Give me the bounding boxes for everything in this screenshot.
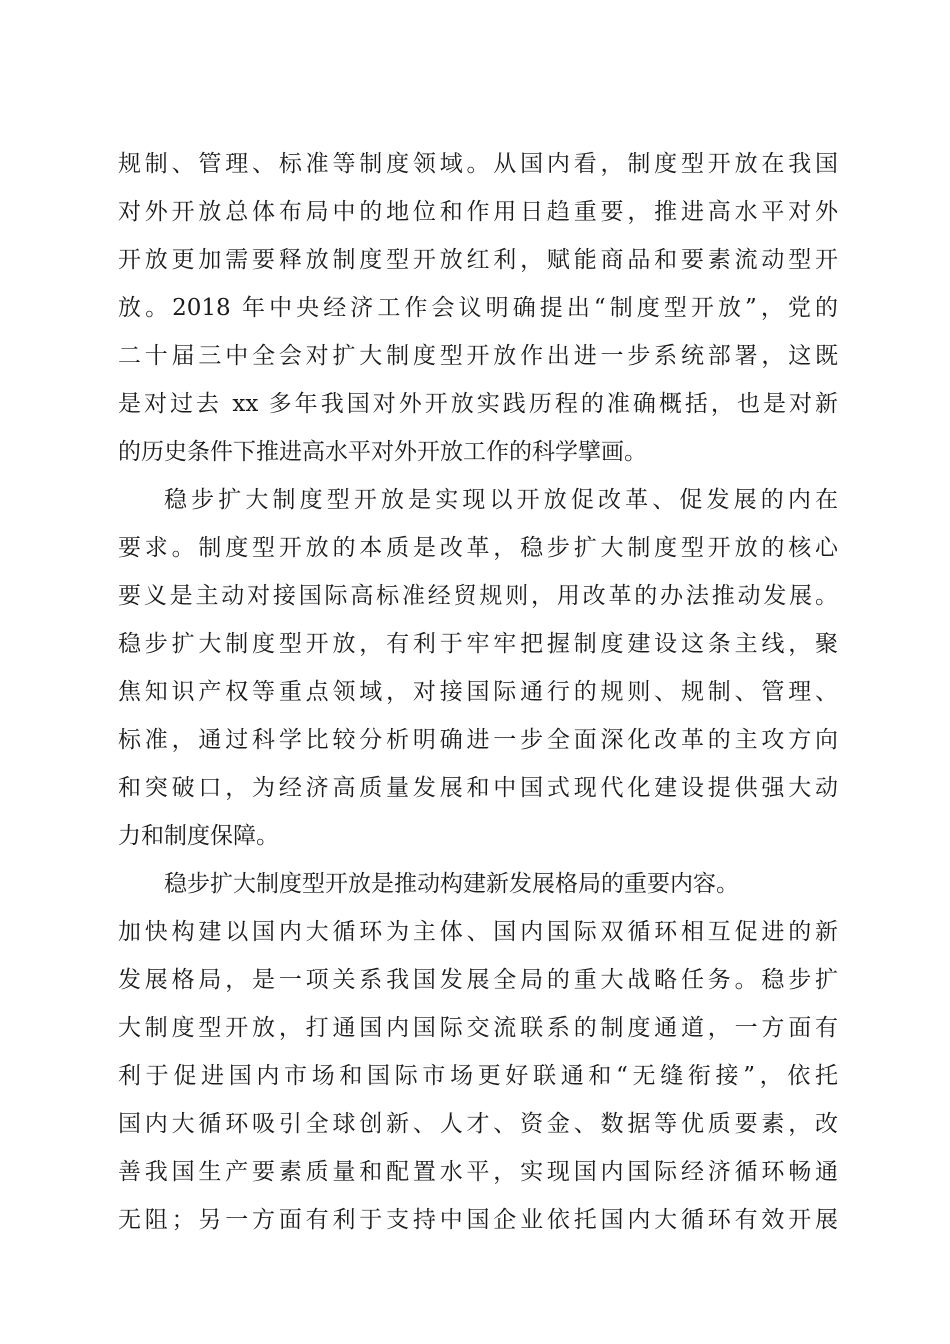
paragraph [118,476,838,860]
document-body [118,140,838,1244]
text-line: 标准，通过科学比较分析明确进一步全面深化改革的主攻方向 [118,727,838,753]
text-line: 善我国生产要素质量和配置水平，实现国内国际经济循环畅通 [118,1159,838,1185]
text-line: 二十届三中全会对扩大制度型开放作出进一步系统部署，这既 [118,343,838,369]
text-line: 的历史条件下推进高水平对外开放工作的科学擘画。 [118,439,647,465]
text-line: 和突破口，为经济高质量发展和中国式现代化建设提供强大动 [118,775,838,801]
text-line: 利于促进国内市场和国际市场更好联通和“无缝衔接”，依托 [118,1063,838,1089]
text-line: 大制度型开放，打通国内国际交流联系的制度通道，一方面有 [118,1015,838,1041]
text-line: 要求。制度型开放的本质是改革，稳步扩大制度型开放的核心 [118,535,838,561]
text-line: 加快构建以国内大循环为主体、国内国际双循环相互促进的新 [118,919,838,945]
text-line: 稳步扩大制度型开放是推动构建新发展格局的重要内容。 [164,871,739,897]
text-line: 对外开放总体布局中的地位和作用日趋重要，推进高水平对外 [118,199,838,225]
paragraph [118,140,838,476]
text-line: 放。2018 年中央经济工作会议明确提出“制度型开放”，党的 [118,295,838,321]
paragraph [118,860,838,1244]
text-line: 无阻；另一方面有利于支持中国企业依托国内大循环有效开展 [118,1207,838,1233]
text-line: 国内大循环吸引全球创新、人才、资金、数据等优质要素，改 [118,1111,838,1137]
text-line: 稳步扩大制度型开放是实现以开放促改革、促发展的内在 [164,487,838,513]
text-line: 力和制度保障。 [118,823,279,849]
text-line: 焦知识产权等重点领域，对接国际通行的规则、规制、管理、 [118,679,838,705]
text-line: 发展格局，是一项关系我国发展全局的重大战略任务。稳步扩 [118,967,838,993]
text-line: 开放更加需要释放制度型开放红利，赋能商品和要素流动型开 [118,247,838,273]
text-line: 是对过去 xx 多年我国对外开放实践历程的准确概括，也是对新 [118,391,838,417]
text-line: 规制、管理、标准等制度领域。从国内看，制度型开放在我国 [118,151,838,177]
text-line: 稳步扩大制度型开放，有利于牢牢把握制度建设这条主线，聚 [118,631,838,657]
text-line: 要义是主动对接国际高标准经贸规则，用改革的办法推动发展。 [118,583,838,609]
